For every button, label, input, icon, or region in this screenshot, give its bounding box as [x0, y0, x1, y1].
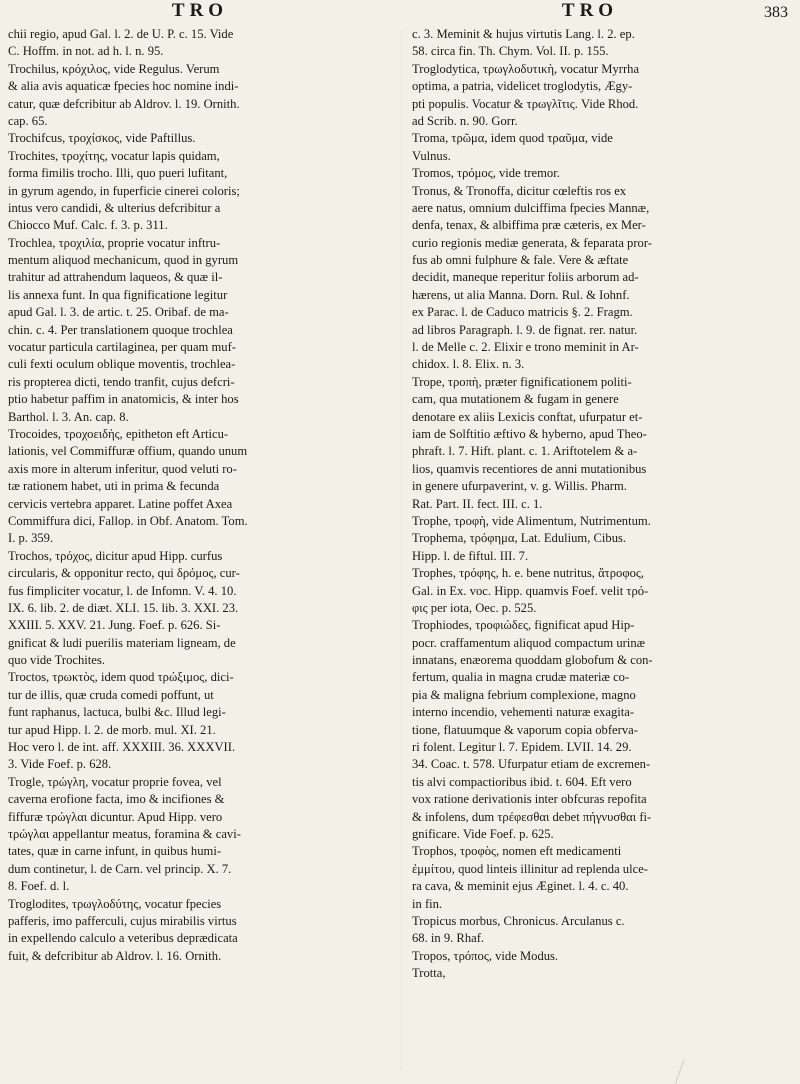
text-line: culi fexti oculum oblique moventis, trochlea-	[8, 357, 236, 372]
page-corner-fold	[675, 1060, 745, 1084]
text-line: IX. 6. lib. 2. de diæt. XLI. 15. lib. 3. XXI. 23.	[8, 600, 239, 615]
text-line: Vulnus.	[412, 148, 451, 163]
page-number: 383	[764, 4, 788, 21]
text-line: Troma, τρῶμα, idem quod τραῦμα, vide	[412, 131, 613, 146]
text-line: Troglodites, τρωγλοδύτης, vocatur fpecies	[8, 896, 222, 911]
text-line: pia & maligna febrium complexione, magno	[412, 687, 636, 702]
running-head-right: TRO	[561, 0, 619, 21]
text-line: cam, qua mutationem & fugam in genere	[412, 392, 619, 407]
text-line: innatans, enæorema quoddam globofum & con-	[412, 653, 653, 668]
text-line: ex Parac. l. de Caduco matricis §. 2. Fragm.	[412, 305, 633, 320]
text-line: 34. Coac. t. 578. Ufurpatur etiam de excremen-	[412, 757, 651, 772]
text-line: I. p. 359.	[8, 531, 54, 546]
text-line: chin. c. 4. Per translationem quoque trochlea	[8, 322, 233, 337]
text-line: Trocoides, τροχοειδὴς, epitheton eft Articu-	[8, 426, 229, 441]
text-line: pti populis. Vocatur & τρωγλῖτις. Vide Rhod.	[412, 96, 639, 111]
text-line: Rat. Part. II. fect. III. c. 1.	[412, 496, 543, 511]
column-gutter	[401, 30, 402, 1070]
text-line: in gyrum agendo, in fuperficie cinerei coloris;	[8, 183, 240, 198]
left-column	[8, 26, 392, 1076]
text-line: tates, quæ in carne infunt, in quibus humi-	[8, 844, 222, 859]
text-line: trahitur ad attrahendum laqueos, & quæ il-	[8, 270, 223, 285]
text-line: τρώγλαι appellantur meatus, foramina & cavi-	[8, 826, 241, 841]
text-line: pocr. craffamentum aliquod compactum urinæ	[412, 635, 646, 650]
text-line: Troglodytica, τρωγλοδυτικὴ, vocatur Myrrha	[412, 61, 640, 76]
text-line: lis annexa funt. In qua fignificatione legitur	[8, 287, 228, 302]
text-line: tione, flatuumque & vaporum copia obferva-	[412, 722, 638, 737]
text-line: Gal. in Ex. voc. Hipp. quamvis Foef. velit τρό-	[412, 583, 649, 598]
text-line: Trogle, τρώγλη, vocatur proprie fovea, vel	[8, 774, 222, 789]
text-line: optima, a patria, videlicet troglodytis, Ægy-	[412, 79, 633, 94]
text-line: Hoc vero l. de int. aff. XXXIII. 36. XXXVII.	[8, 740, 236, 755]
text-line: ri folent. Legitur l. 7. Epidem. LVII. 14. 29.	[412, 740, 632, 755]
text-line: Trophe, τροφὴ, vide Alimentum, Nutrimentum.	[412, 513, 651, 528]
text-line: Trophema, τρόφημα, Lat. Edulium, Cibus.	[412, 531, 627, 546]
text-line: circularis, & opponitur recto, qui δρόμος, cur-	[8, 566, 240, 581]
text-line: ris propterea dicti, tendo tranfit, cujus defcri-	[8, 374, 235, 389]
text-line: Trochlea, τροχιλία, proprie vocatur inftru-	[8, 235, 221, 250]
text-line: in genere ufurpaverint, v. g. Willis. Pharm.	[412, 479, 627, 494]
text-line: forma fimilis trocho. Illi, quo pueri lufitant,	[8, 166, 228, 181]
text-line: Trope, τροπὴ, præter fignificationem politi-	[412, 374, 632, 389]
text-line: interno incendio, vehementi naturæ exagita-	[412, 705, 635, 720]
text-line: fertum, qualia in magna crudæ materiæ co-	[412, 670, 630, 685]
text-line: gnificare. Vide Foef. p. 625.	[412, 826, 554, 841]
text-line: Trochos, τρόχος, dicitur apud Hipp. curfus	[8, 548, 223, 563]
text-line: 8. Foef. d. l.	[8, 879, 70, 894]
text-line: Trophiodes, τροφιώδες, fignificat apud Hip-	[412, 618, 635, 633]
text-line: curio regionis mediæ generata, & feparata pror-	[412, 235, 652, 250]
text-line: Trotta,	[412, 966, 446, 981]
text-line: XXIII. 5. XXV. 21. Jung. Foef. p. 626. Si-	[8, 618, 221, 633]
text-line: Commiffura dici, Fallop. in Obf. Anatom. Tom.	[8, 513, 248, 528]
text-line: lationis, vel Commiffuræ offium, quando unum	[8, 444, 248, 459]
text-line: iam de Solftitio æftivo & hyberno, apud Theo-	[412, 426, 647, 441]
text-line: C. Hoffm. in not. ad h. l. n. 95.	[8, 44, 164, 59]
text-line: tis alvi compactioribus ibid. t. 604. Eft vero	[412, 774, 632, 789]
text-line: Chiocco Muf. Calc. f. 3. p. 311.	[8, 218, 168, 233]
text-line: intus vero candidi, & ulterius defcribitur a	[8, 200, 221, 215]
text-line: dum continetur, l. de Carn. vel princip. X. 7.	[8, 861, 232, 876]
text-line: denfa, tenax, & albiffima præ cæteris, ex Mer-	[412, 218, 646, 233]
text-line: funt raphanus, lactuca, bulbi &c. Illud legi-	[8, 705, 226, 720]
text-line: vox ratione derivationis inter obfcuras repofita	[412, 792, 647, 807]
text-line: ra cava, & meminit ejus Æginet. l. 4. c. 40.	[412, 879, 629, 894]
text-line: mentum aliquod mechanicum, quod in gyrum	[8, 253, 239, 268]
text-line: & infolens, dum τρέφεσθαι debet πήγνυσθαι fi-	[412, 809, 652, 824]
text-line: tæ rationem habet, uti in prima & fecunda	[8, 479, 220, 494]
text-line: Hipp. l. de fiftul. III. 7.	[412, 548, 529, 563]
text-line: Tromos, τρόμος, vide tremor.	[412, 166, 560, 181]
text-line: tur de illis, quæ cruda comedi poffunt, ut	[8, 687, 214, 702]
text-line: fuit, & defcribitur ab Aldrov. l. 16. Ornith.	[8, 948, 222, 963]
text-line: fiffuræ τρώγλαι dicuntur. Apud Hipp. vero	[8, 809, 223, 824]
text-line: Troctos, τρωκτὸς, idem quod τρώξιμος, dici-	[8, 670, 234, 685]
text-line: Trochites, τροχίτης, vocatur lapis quidam,	[8, 148, 220, 163]
text-line: caverna erofione facta, imo & incifiones &	[8, 792, 225, 807]
text-line: chii regio, apud Gal. l. 2. de U. P. c. 15. Vide	[8, 27, 234, 41]
text-line: gnificat & ludi puerilis materiam ligneam, de	[8, 635, 236, 650]
running-head-left: TRO	[171, 0, 229, 21]
right-column	[412, 26, 792, 1076]
text-line: fus ab omni fulphure & fale. Vere & æftate	[412, 253, 629, 268]
text-line: l. de Melle c. 2. Elixir e trono meminit in Ar-	[412, 340, 639, 355]
text-line: axis more in alterum inferitur, quod veluti ro-	[8, 461, 237, 476]
text-line: cap. 65.	[8, 113, 48, 128]
text-line: chidox. l. 8. Elix. n. 3.	[412, 357, 525, 372]
text-line: Trophes, τρόφης, h. e. bene nutritus, ἄτροφος,	[412, 566, 645, 581]
text-line: ad libros Paragraph. l. 9. de fignat. rer. natur.	[412, 322, 638, 337]
text-line: aere natus, omnium dulciffima fpecies Mannæ,	[412, 200, 650, 215]
text-line: Tropos, τρόπος, vide Modus.	[412, 948, 559, 963]
text-line: denotare ex aliis Lexicis conftat, ufurpatur et-	[412, 409, 643, 424]
text-line: & alia avis aquaticæ fpecies hoc nomine indi-	[8, 79, 239, 94]
text-line: in fin.	[412, 896, 443, 911]
text-line: decidit, maneque reperitur foliis arborum ad-	[412, 270, 639, 285]
text-line: ἐμμίτου, quod linteis illinitur ad replenda ulce-	[412, 861, 648, 876]
text-line: in expellendo calculo a veteribus deprædicata	[8, 931, 238, 946]
text-line: apud Gal. l. 3. de artic. t. 25. Oribaf. de ma-	[8, 305, 229, 320]
text-line: ptio habetur paffim in anatomicis, & inter hos	[8, 392, 239, 407]
text-line: 3. Vide Foef. p. 628.	[8, 757, 112, 772]
text-line: Tropicus morbus, Chronicus. Arculanus c.	[412, 913, 625, 928]
text-line: cervicis vertebra apparet. Latine poffet Axea	[8, 496, 233, 511]
text-line: Trochilus, κρόχιλος, vide Regulus. Verum	[8, 61, 220, 76]
text-line: tur apud Hipp. l. 2. de morb. mul. XI. 21.	[8, 722, 216, 737]
text-line: fus fimpliciter vocatur, l. de Infomn. V. 4. 10.	[8, 583, 237, 598]
text-line: 58. circa fin. Th. Chym. Vol. II. p. 155.	[412, 44, 609, 59]
text-line: phraft. l. 7. Hift. plant. c. 1. Ariftotelem & a-	[412, 444, 638, 459]
text-line: c. 3. Meminit & hujus virtutis Lang. l. 2. ep.	[412, 27, 635, 41]
text-line: vocatur particula cartilaginea, per quam muf-	[8, 340, 236, 355]
text-line: quo vide Trochites.	[8, 653, 105, 668]
text-line: Barthol. l. 3. An. cap. 8.	[8, 409, 129, 424]
text-line: pafferis, imo pafferculi, cujus mirabilis virtus	[8, 913, 237, 928]
text-line: φις per iota, Oec. p. 525.	[412, 600, 537, 615]
text-line: catur, quæ defcribitur ab Aldrov. l. 19. Ornith.	[8, 96, 240, 111]
text-line: lios, quamvis recentiores de anni mutationibus	[412, 461, 647, 476]
text-line: Tronus, & Tronoffa, dicitur cœleftis ros ex	[412, 183, 627, 198]
text-line: hærens, ut alia Manna. Dorn. Rul. & Iohnf.	[412, 287, 630, 302]
text-line: Trophos, τροφὸς, nomen eft medicamenti	[412, 844, 622, 859]
text-line: 68. in 9. Rhaf.	[412, 931, 485, 946]
text-line: ad Scrib. n. 90. Gorr.	[412, 113, 518, 128]
text-line: Trochifcus, τροχίσκος, vide Paftillus.	[8, 131, 196, 146]
